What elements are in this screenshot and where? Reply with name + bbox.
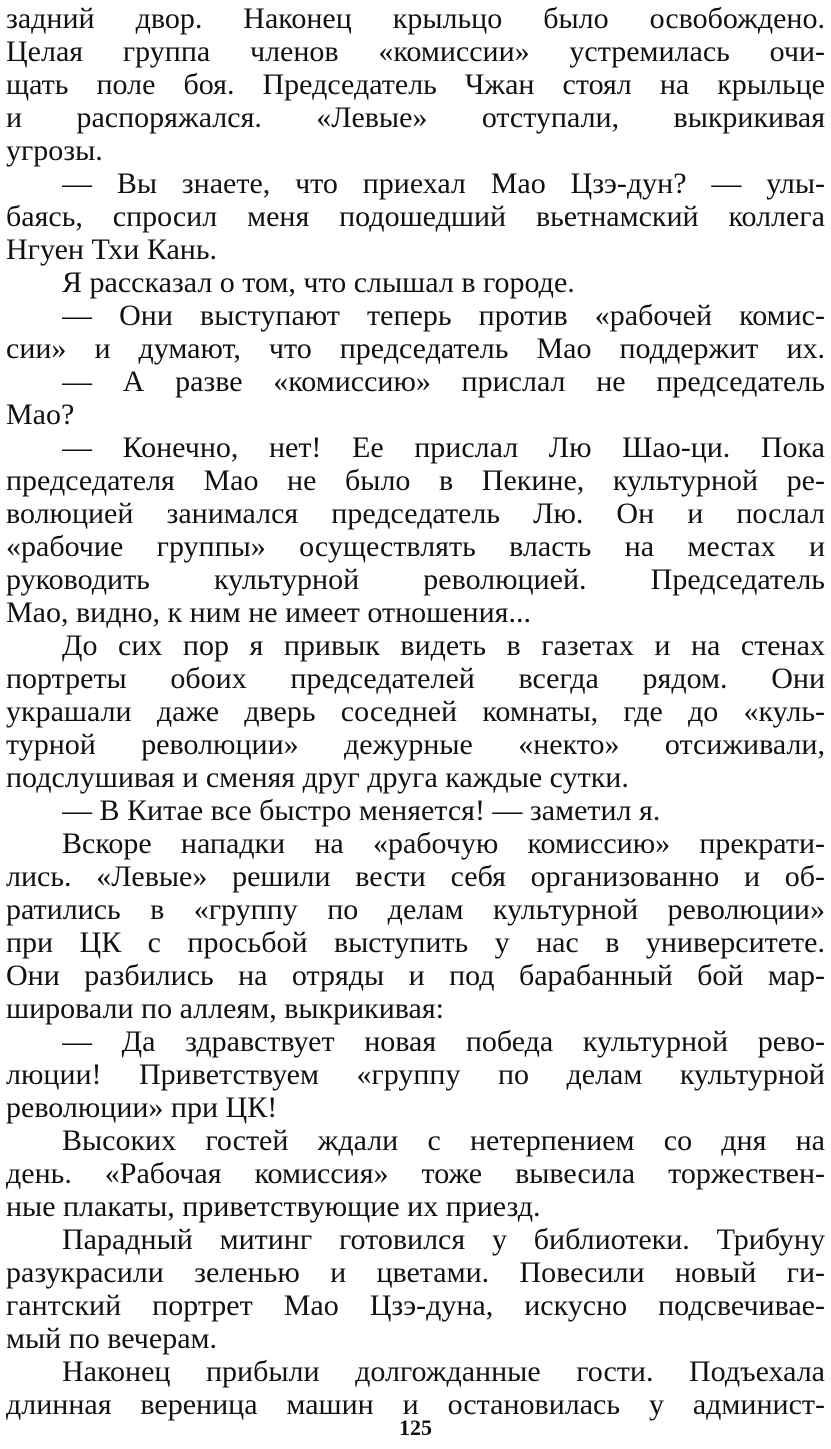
text-line: — Конечно, нет! Ее прислал Лю Шао-ци. Пока bbox=[62, 431, 825, 464]
text-line: Я рассказал о том, что слышал в городе. bbox=[62, 266, 575, 299]
text-line: угрозы. bbox=[6, 134, 103, 167]
text-line: Они разбились на отряды и под барабанный бой мар- bbox=[6, 959, 825, 992]
text-line: подслушивая и сменяя друг друга каждые сутки. bbox=[6, 761, 629, 794]
text-line: баясь, спросил меня подошедший вьетнамский коллега bbox=[6, 200, 825, 233]
text-line: щать поле боя. Председатель Чжан стоял на крыльце bbox=[6, 68, 825, 101]
text-line: председателя Мао не было в Пекине, культурной ре- bbox=[6, 464, 825, 497]
text-line: турной революции» дежурные «некто» отсиживали, bbox=[6, 728, 825, 761]
text-line: руководить культурной революцией. Председатель bbox=[6, 563, 825, 596]
page-number: 125 bbox=[399, 1415, 432, 1440]
text-line: сии» и думают, что председатель Мао поддержит их. bbox=[6, 332, 825, 365]
text-line: — А разве «комиссию» прислал не председатель bbox=[62, 365, 825, 398]
text-line: Мао? bbox=[6, 398, 75, 431]
text-line: Нгуен Тхи Кань. bbox=[6, 233, 217, 266]
text-line: разукрасили зеленью и цветами. Повесили новый ги- bbox=[6, 1256, 825, 1289]
text-line: До сих пор я привык видеть в газетах и на стенах bbox=[62, 629, 825, 662]
text-line: люции! Приветствуем «группу по делам культурной bbox=[6, 1058, 825, 1091]
book-page bbox=[6, 0, 825, 1449]
text-line: «рабочие группы» осуществлять власть на местах и bbox=[6, 530, 825, 563]
text-line: гантский портрет Мао Цзэ-дуна, искусно подсвечивае- bbox=[6, 1289, 825, 1322]
text-line: шировали по аллеям, выкрикивая: bbox=[6, 992, 445, 1025]
text-line: Парадный митинг готовился у библиотеки. Трибуну bbox=[62, 1223, 825, 1256]
text-line: день. «Рабочая комиссия» тоже вывесила торжествен- bbox=[6, 1157, 825, 1190]
text-line: Мао, видно, к ним не имеет отношения... bbox=[6, 596, 531, 629]
text-line: при ЦК с просьбой выступить у нас в университете. bbox=[6, 926, 825, 959]
text-line: революции» при ЦК! bbox=[6, 1091, 278, 1124]
text-line: — Вы знаете, что приехал Мао Цзэ-дун? — улы- bbox=[62, 167, 825, 200]
text-line: лись. «Левые» решили вести себя организованно и об- bbox=[6, 860, 825, 893]
text-line: Высоких гостей ждали с нетерпением со дня на bbox=[62, 1124, 825, 1157]
text-line: Наконец прибыли долгожданные гости. Подъехала bbox=[62, 1355, 825, 1388]
text-line: Вскоре нападки на «рабочую комиссию» прекрати- bbox=[62, 827, 825, 860]
text-line: — В Китае все быстро меняется! — заметил я. bbox=[62, 794, 661, 827]
text-line: ратились в «группу по делам культурной революции» bbox=[6, 893, 825, 926]
text-line: мый по вечерам. bbox=[6, 1322, 218, 1355]
text-line: Целая группа членов «комиссии» устремилась очи- bbox=[6, 35, 825, 68]
text-line: и распоряжался. «Левые» отступали, выкрикивая bbox=[6, 101, 825, 134]
text-line: портреты обоих председателей всегда рядом. Они bbox=[6, 662, 825, 695]
text-line: длинная вереница машин и остановилась у админист- bbox=[6, 1388, 825, 1421]
text-line: — Да здравствует новая победа культурной рево- bbox=[62, 1025, 825, 1058]
text-line: волюцией занимался председатель Лю. Он и послал bbox=[6, 497, 825, 530]
text-line: украшали даже дверь соседней комнаты, где до «куль- bbox=[6, 695, 825, 728]
text-line: — Они выступают теперь против «рабочей комис- bbox=[62, 299, 825, 332]
text-line: задний двор. Наконец крыльцо было освобождено. bbox=[6, 2, 825, 35]
text-line: ные плакаты, приветствующие их приезд. bbox=[6, 1190, 541, 1223]
